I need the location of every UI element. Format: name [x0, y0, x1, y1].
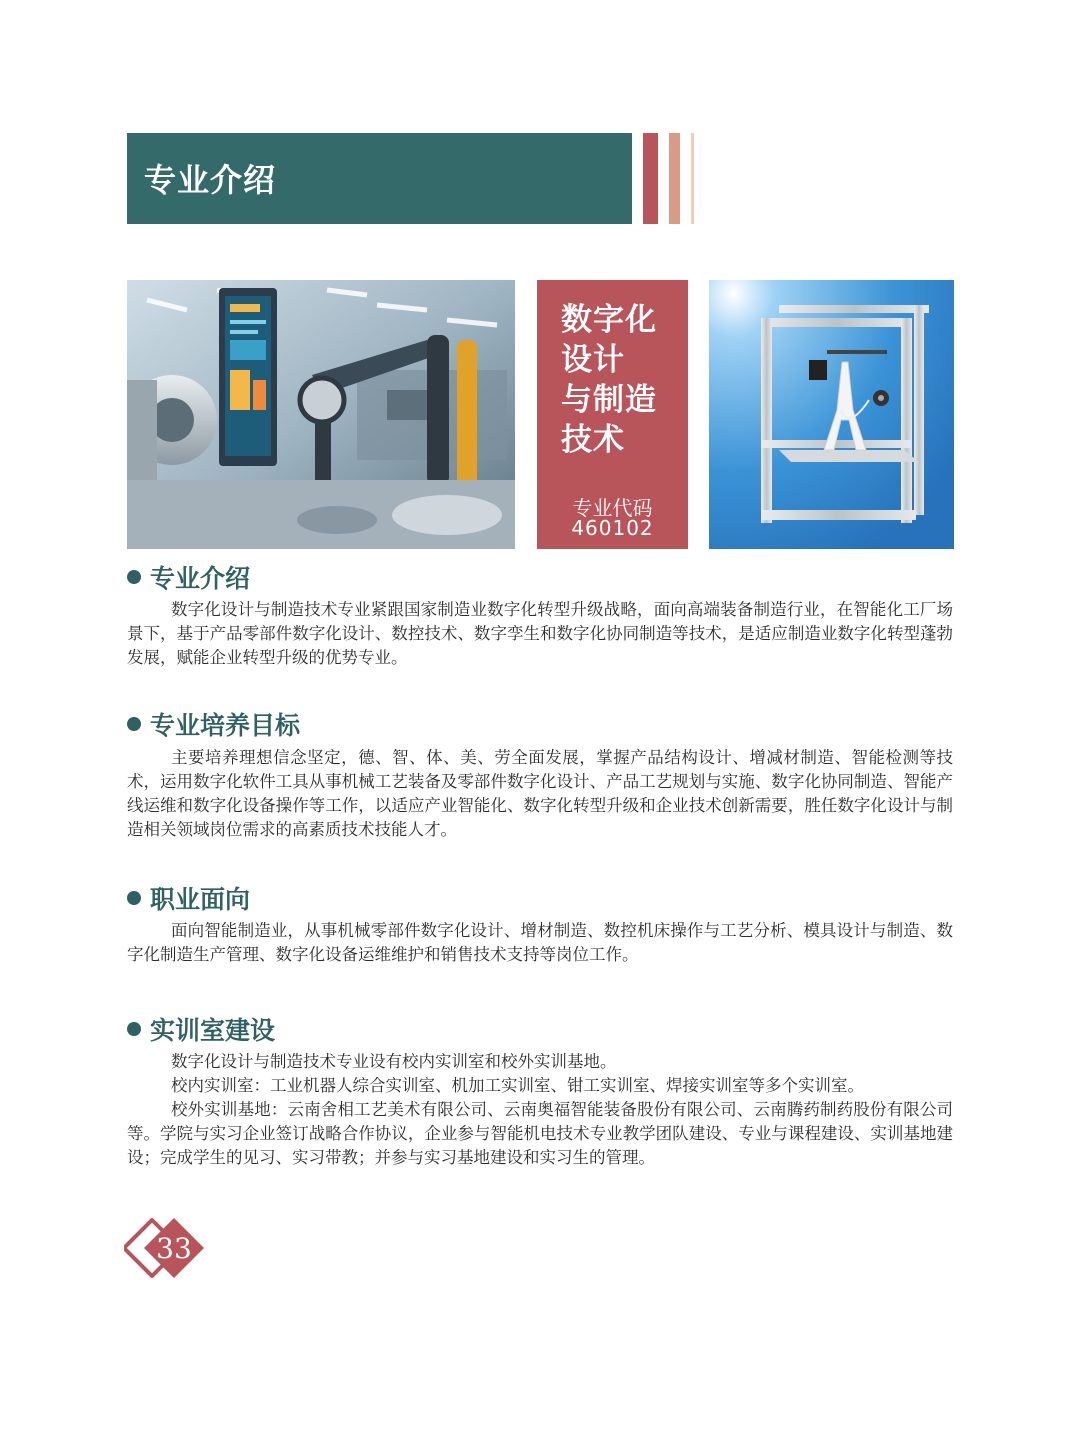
paragraph: 校外实训基地：云南舍相工艺美术有限公司、云南奥福智能装备股份有限公司、云南腾药制药股份有限公司等。学院与实习企业签订战略合作协议，企业参与智能机电技术专业教学团队建设、专业与课程建设、实训基地建设；完成学生的见习、实习带教；并参与实习基地建设和实习生的管理。	[127, 1100, 953, 1167]
section-body-training	[127, 1050, 953, 1170]
page-number: 33	[156, 1232, 192, 1265]
major-name-line: 技术	[561, 422, 625, 458]
paragraph: 校内实训室：工业机器人综合实训室、机加工实训室、钳工实训室、焊接实训室等多个实训室。	[171, 1076, 864, 1095]
section-heading-text: 实训室建设	[150, 1016, 276, 1045]
section-heading-text: 专业培养目标	[150, 711, 301, 740]
major-name-line: 数字化	[561, 302, 657, 338]
decorative-stripe	[691, 133, 694, 224]
section-body-career	[127, 919, 953, 967]
decorative-stripe	[643, 133, 658, 224]
bullet-icon	[127, 570, 141, 584]
major-name	[561, 300, 681, 460]
major-name-line: 与制造	[561, 382, 657, 418]
section-heading-goals	[127, 709, 300, 739]
section-heading-intro	[127, 562, 250, 592]
section-body-goals	[127, 746, 953, 842]
major-code-value: 460102	[571, 516, 654, 540]
decorative-stripe	[669, 133, 680, 224]
banner-title: 专业介绍	[144, 161, 277, 199]
section-heading-training	[127, 1014, 275, 1044]
major-title-card	[537, 280, 688, 549]
header-banner	[127, 133, 632, 224]
paragraph: 数字化设计与制造技术专业紧跟国家制造业数字化转型升级战略，面向高端装备制造行业，在智能化工厂场景下，基于产品零部件数字化设计、数控技术、数字孪生和数字化协同制造等技术，是适应制造业数字化转型蓬勃发展，赋能企业转型升级的优势专业。	[127, 600, 953, 667]
section-heading-text: 职业面向	[150, 885, 251, 914]
paragraph: 主要培养理想信念坚定，德、智、体、美、劳全面发展，掌握产品结构设计、增减材制造、智能检测等技术，运用数字化软件工具从事机械工艺装备及零部件数字化设计、产品工艺规划与实施、数字化协同制造、智能产线运维和数字化设备操作等工作，以适应产业智能化、数字化转型升级和企业技术创新需要，胜任数字化设计与制造相关领域岗位需求的高素质技术技能人才。	[127, 748, 953, 839]
3d-printer-photo	[709, 280, 954, 549]
paragraph: 数字化设计与制造技术专业设有校内实训室和校外实训基地。	[171, 1052, 617, 1071]
factory-robot-photo	[127, 280, 515, 549]
paragraph: 面向智能制造业，从事机械零部件数字化设计、增材制造、数控机床操作与工艺分析、模具设计与制造、数字化制造生产管理、数字化设备运维维护和销售技术支持等岗位工作。	[127, 921, 953, 964]
bullet-icon	[127, 1022, 141, 1036]
page-number-badge	[124, 1218, 206, 1278]
major-name-line: 设计	[561, 342, 625, 378]
section-heading-career	[127, 883, 250, 913]
bullet-icon	[127, 891, 141, 905]
section-heading-text: 专业介绍	[150, 564, 251, 593]
bullet-icon	[127, 717, 141, 731]
major-code-label: 专业代码	[572, 496, 653, 520]
section-body-intro	[127, 598, 953, 670]
